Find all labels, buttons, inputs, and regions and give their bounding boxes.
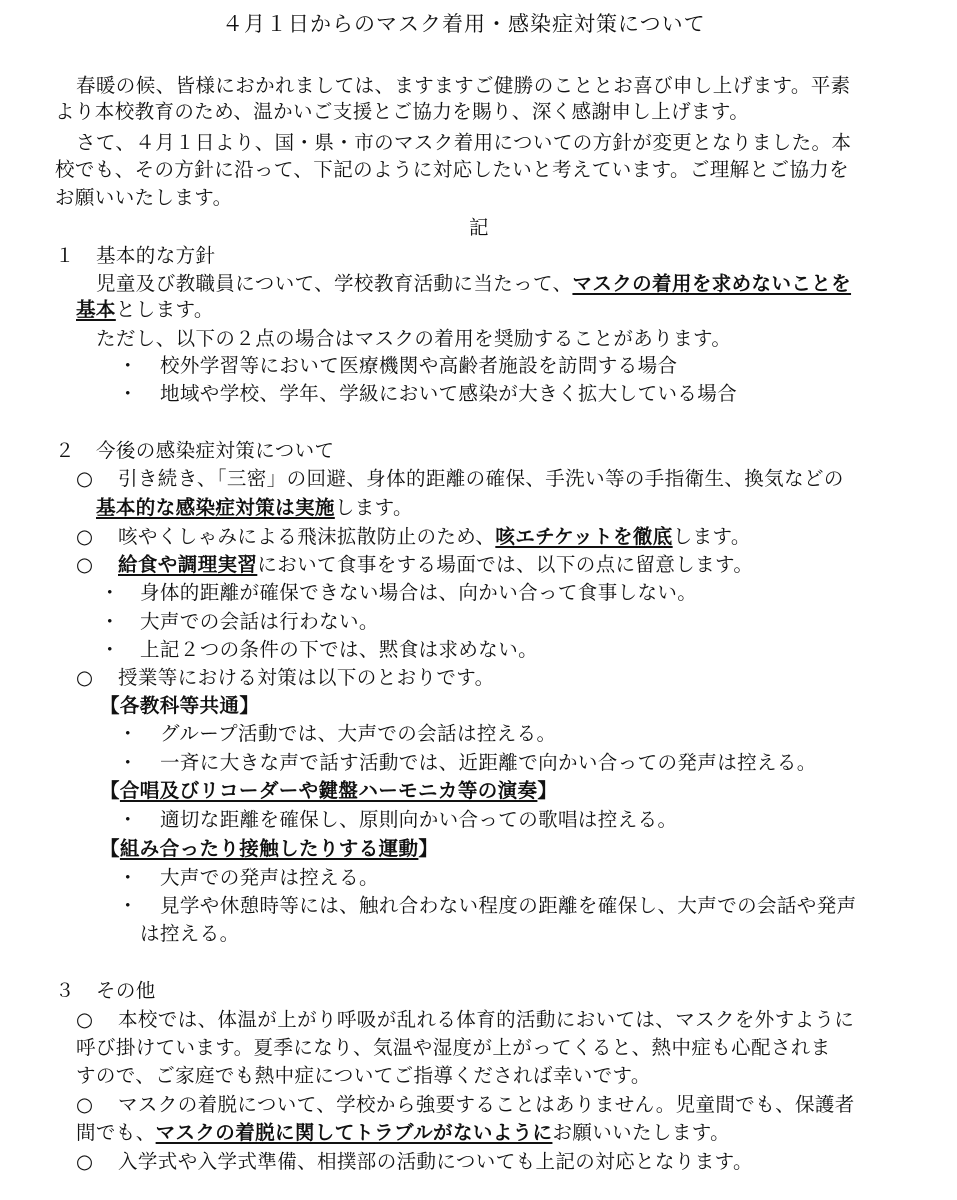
subsection-common-bullet-2: 一斉に大きな声で話す活動では、近距離で向かい合っての発声は控える。 (160, 751, 817, 774)
section-1-emphasis-1: マスクの着用を求めないことを (572, 272, 852, 295)
intro-paragraph-1-line-1: 春暖の候、皆様におかれましては、ますますご健勝のこととお喜び申し上げます。平素 (76, 74, 851, 97)
section-3-item-2-text-c: お願いいたします。 (552, 1121, 730, 1144)
section-2-item-3-bullet-3: 上記２つの条件の下では、黙食は求めない。 (140, 638, 539, 661)
section-3-item-3-circle: ○ (76, 1150, 94, 1173)
section-1-line-2-text: とします。 (115, 298, 214, 321)
section-2-item-3 (118, 551, 753, 579)
section-3-item-1-line-2: 呼び掛けています。夏季になり、気温や湿度が上がってくると、熱中症も心配されま (76, 1036, 831, 1059)
section-1-heading: 基本的な方針 (96, 244, 216, 267)
subsection-contact-bullet-2-line-2: は控える。 (140, 922, 240, 945)
subsection-heading-contact-open: 【 (100, 837, 120, 860)
section-2-number: ２ (55, 439, 75, 462)
section-3-item-2-circle: ○ (76, 1093, 94, 1116)
section-3-item-2-emphasis: マスクの着脱に関してトラブルがないように (155, 1121, 553, 1144)
subsection-heading-music-close: 】 (537, 779, 558, 802)
subsection-heading-common (100, 692, 259, 720)
intro-paragraph-1-line-2: より本校教育のため、温かいご支援とご協力を賜り、深く感謝申し上げます。 (55, 100, 750, 123)
section-3-item-1-circle: ○ (76, 1008, 94, 1031)
intro-paragraph-2-line-1: さて、４月１日より、国・県・市のマスク着用についての方針が変更となりました。本 (76, 131, 852, 154)
section-3-item-2-text-a: 間でも、 (76, 1121, 156, 1144)
subsection-heading-contact-close: 】 (418, 837, 439, 860)
document-title: ４月１日からのマスク着用・感染症対策について (222, 12, 706, 36)
section-1-line-1-text: 児童及び教職員について、学校教育活動に当たって、 (96, 272, 573, 295)
section-1-bullet-2-mark: ・ (118, 382, 138, 405)
subsection-heading-common-open: 【 (100, 694, 120, 717)
subsection-music-bullet-1-mark: ・ (118, 808, 138, 831)
section-3-item-3: 入学式や入学式準備、相撲部の活動についても上記の対応となります。 (118, 1150, 753, 1173)
subsection-contact-bullet-1-mark: ・ (118, 866, 138, 889)
section-2-item-1-circle: ○ (76, 467, 94, 490)
subsection-heading-common-text: 各教科等共通 (119, 694, 240, 717)
section-2-item-3-bullet-3-mark: ・ (100, 638, 120, 661)
section-2-item-4-circle: ○ (76, 666, 94, 689)
section-2-item-3-bullet-2: 大声での会話は行わない。 (140, 610, 379, 633)
subsection-heading-contact (100, 835, 438, 863)
section-2-item-1-line-2 (96, 494, 413, 522)
subsection-heading-music-open: 【 (100, 779, 120, 802)
section-2-item-1-line-2-text: します。 (334, 496, 413, 519)
section-2-item-1-line-1: 引き続き、「三密」の回避、身体的距離の確保、手洗い等の手指衛生、換気などの (118, 467, 844, 490)
subsection-music-bullet-1: 適切な距離を確保し、原則向かい合っての歌唱は控える。 (160, 808, 678, 831)
subsection-contact-bullet-2-line-1: 見学や休憩時等には、触れ合わない程度の距離を確保し、大声での会話や発声 (160, 894, 857, 917)
section-3-item-1-line-3: すので、ご家庭でも熱中症についてご指導くだされば幸いです。 (76, 1064, 651, 1087)
section-2-item-3-text: において食事をする場面では、以下の点に留意します。 (257, 553, 754, 576)
section-1-bullet-2: 地域や学校、学年、学級において感染が大きく拡大している場合 (160, 382, 738, 405)
section-2-item-1-emphasis: 基本的な感染症対策は実施 (96, 496, 335, 519)
subsection-common-bullet-2-mark: ・ (118, 751, 138, 774)
intro-paragraph-2-line-2: 校でも、その方針に沿って、下記のように対応したいと考えています。ご理解とご協力を (55, 158, 850, 181)
section-2-item-3-bullet-1-mark: ・ (100, 581, 120, 604)
section-2-item-2 (118, 523, 751, 551)
subsection-contact-bullet-2-mark: ・ (118, 894, 138, 917)
section-2-item-2-circle: ○ (76, 525, 94, 548)
section-2-item-3-emphasis: 給食や調理実習 (118, 553, 258, 576)
section-1-emphasis-2: 基本 (76, 298, 116, 321)
section-2-item-4: 授業等における対策は以下のとおりです。 (118, 666, 495, 689)
section-1-bullet-1-mark: ・ (118, 354, 138, 377)
section-3-number: ３ (55, 979, 75, 1002)
subsection-heading-music-text: 合唱及びリコーダーや鍵盤ハーモニカ等の演奏 (119, 779, 538, 802)
section-3-item-1-line-1: 本校では、体温が上がり呼吸が乱れる体育的活動においては、マスクを外すように (118, 1008, 855, 1031)
section-1-line-1 (96, 270, 851, 298)
subsection-heading-music (100, 777, 557, 805)
section-3-item-2-line-1: マスクの着脱について、学校から強要することはありません。児童間でも、保護者 (118, 1093, 855, 1116)
section-3-item-2-line-2 (76, 1119, 730, 1147)
intro-paragraph-2-line-3: お願いいたします。 (55, 186, 233, 209)
section-1-bullet-1: 校外学習等において医療機関や高齢者施設を訪問する場合 (160, 354, 678, 377)
subsection-common-bullet-1: グループ活動では、大声での会話は控える。 (160, 722, 557, 745)
section-1-number: １ (55, 244, 75, 267)
section-2-item-3-circle: ○ (76, 553, 94, 576)
section-1-line-3: ただし、以下の２点の場合はマスクの着用を奨励することがあります。 (96, 327, 732, 350)
subsection-heading-common-close: 】 (239, 694, 260, 717)
section-3-heading: その他 (96, 979, 156, 1002)
section-2-item-3-bullet-2-mark: ・ (100, 610, 120, 633)
section-2-heading: 今後の感染症対策について (96, 439, 335, 462)
subsection-common-bullet-1-mark: ・ (118, 722, 138, 745)
section-1-line-2 (76, 296, 214, 324)
section-2-item-2-text-c: します。 (672, 525, 751, 548)
subsection-contact-bullet-1: 大声での発声は控える。 (160, 866, 379, 889)
section-2-item-2-emphasis: 咳エチケットを徹底 (495, 525, 673, 548)
section-2-item-3-bullet-1: 身体的距離が確保できない場合は、向かい合って食事しない。 (140, 581, 698, 604)
ki-marker: 記 (469, 216, 489, 239)
subsection-heading-contact-text: 組み合ったり接触したりする運動 (119, 837, 419, 860)
section-2-item-2-text-a: 咳やくしゃみによる飛沫拡散防止のため、 (118, 525, 496, 548)
